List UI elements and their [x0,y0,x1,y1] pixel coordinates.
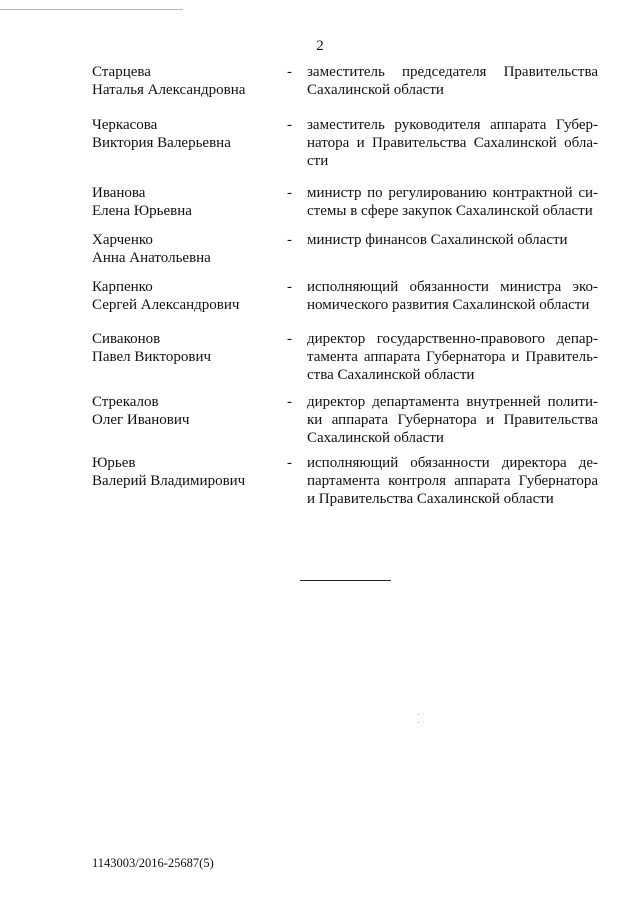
page-number: 2 [316,38,324,54]
position-line: ства Сахалинской области [307,367,475,383]
position-line: министр финансов Сахалинской области [307,232,568,248]
position-line: заместитель руководителя аппарата Губер- [307,117,598,133]
position-line: заместитель председателя Правительства [307,64,598,80]
position-line: исполняющий обязанности директора де- [307,455,598,471]
separator-dash: - [287,185,292,201]
person-name [92,231,282,267]
position-line: стемы в сфере закупок Сахалинской области [307,203,593,219]
position-line: натора и Правительства Сахалинской обла- [307,135,598,151]
position-title [307,330,598,384]
document-number: 1143003/2016-25687(5) [92,856,214,870]
surname: Карпенко [92,279,153,295]
person-name [92,278,282,314]
separator-dash: - [287,455,292,471]
end-of-list-rule [300,580,391,581]
given-names: Сергей Александрович [92,297,240,313]
position-line: министр по регулированию контрактной си- [307,185,598,201]
surname: Харченко [92,232,153,248]
given-names: Олег Иванович [92,412,190,428]
given-names: Павел Викторович [92,349,212,365]
position-line: Сахалинской области [307,430,444,446]
separator-dash: - [287,64,292,80]
surname: Черкасова [92,117,158,133]
surname: Стрекалов [92,394,159,410]
position-line: сти [307,153,329,169]
surname: Старцева [92,64,151,80]
person-name [92,330,282,366]
given-names: Елена Юрьевна [92,203,192,219]
scan-edge-line [0,9,183,10]
position-title [307,116,598,170]
given-names: Виктория Валерьевна [92,135,231,151]
separator-dash: - [287,232,292,248]
surname: Иванова [92,185,146,201]
person-name [92,393,282,429]
given-names: Наталья Александровна [92,82,246,98]
separator-dash: - [287,394,292,410]
position-line: партамента контроля аппарата Губернатора [307,473,598,489]
position-title [307,184,598,220]
person-name [92,63,282,99]
scan-speck [418,714,419,715]
position-title [307,393,598,447]
separator-dash: - [287,117,292,133]
scan-speck [418,722,419,723]
surname: Сиваконов [92,331,161,347]
separator-dash: - [287,331,292,347]
person-name [92,454,282,490]
given-names: Анна Анатольевна [92,250,211,266]
position-title [307,231,598,249]
given-names: Валерий Владимирович [92,473,246,489]
position-line: исполняющий обязанности министра эко- [307,279,598,295]
separator-dash: - [287,279,292,295]
person-name [92,116,282,152]
position-line: и Правительства Сахалинской области [307,491,554,507]
position-title [307,278,598,314]
position-title [307,63,598,99]
position-line: директор государственно-правового депар- [307,331,598,347]
position-line: ки аппарата Губернатора и Правительства [307,412,598,428]
person-name [92,184,282,220]
position-line: Сахалинской области [307,82,444,98]
surname: Юрьев [92,455,136,471]
position-title [307,454,598,508]
position-line: тамента аппарата Губернатора и Правитель- [307,349,598,365]
position-line: директор департамента внутренней полити- [307,394,598,410]
position-line: номического развития Сахалинской области [307,297,590,313]
